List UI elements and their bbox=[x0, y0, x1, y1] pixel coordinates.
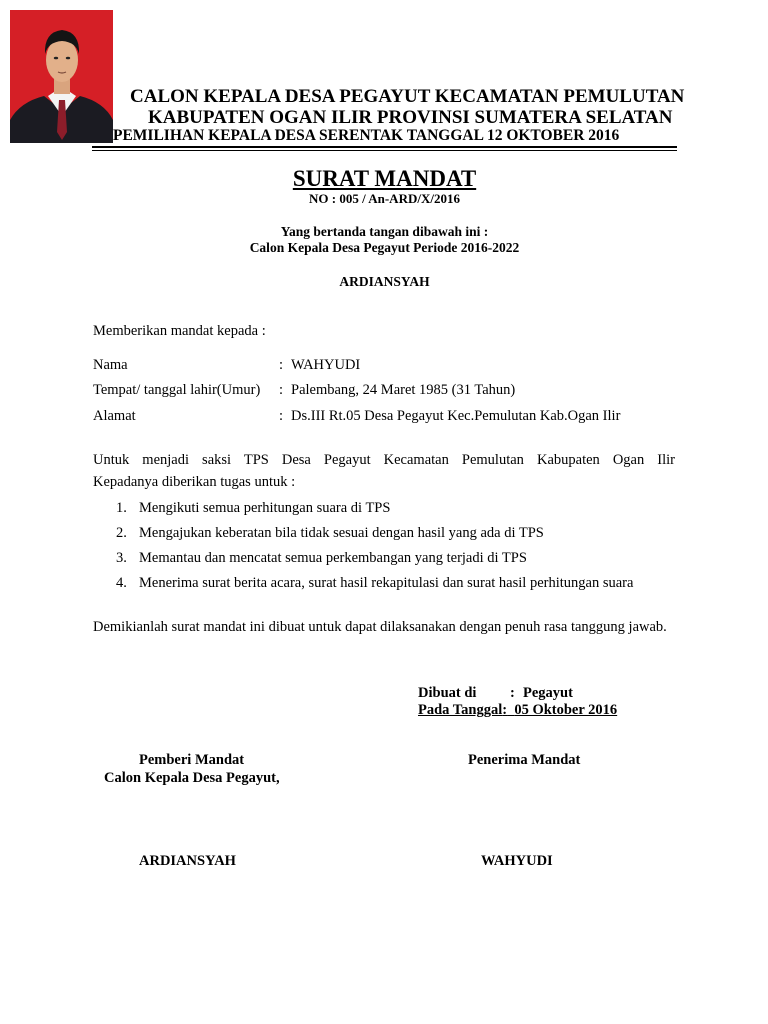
receiver-name: WAHYUDI bbox=[481, 853, 553, 869]
field-sep: : bbox=[279, 357, 284, 373]
date-line bbox=[418, 702, 634, 719]
mandate-label: Memberikan mandat kepada : bbox=[93, 323, 266, 339]
intro-name: ARDIANSYAH bbox=[339, 274, 430, 289]
giver-title: Pemberi Mandat bbox=[139, 752, 245, 768]
task-number: 4. bbox=[116, 575, 127, 591]
header-line-1: CALON KEPALA DESA PEGAYUT KECAMATAN PEMULUTAN bbox=[130, 86, 685, 107]
field-label-name: Nama bbox=[93, 357, 128, 373]
receiver-title: Penerima Mandat bbox=[468, 752, 581, 768]
candidate-photo bbox=[10, 10, 113, 143]
place-sep: : bbox=[510, 685, 515, 701]
field-value-address: Ds.III Rt.05 Desa Pegayut Kec.Pemulutan Kab.Ogan Ilir bbox=[291, 408, 621, 424]
intro-line-1: Yang bertanda tangan dibawah ini : bbox=[280, 224, 489, 239]
field-value-name: WAHYUDI bbox=[291, 357, 361, 373]
header-divider-thin bbox=[92, 150, 677, 151]
date-label: Pada Tanggal bbox=[418, 702, 503, 718]
date-sep: : bbox=[502, 702, 508, 718]
candidate-portrait-image bbox=[10, 10, 113, 143]
field-sep: : bbox=[279, 408, 284, 424]
task-item: Menerima surat berita acara, surat hasil rekapitulasi dan surat hasil perhitungan suara bbox=[139, 575, 634, 591]
date-value: 05 Oktober 2016 bbox=[514, 702, 618, 718]
purpose-paragraph: Untuk menjadi saksi TPS Desa Pegayut Kecamatan Pemulutan Kabupaten Ogan Ilir bbox=[93, 452, 675, 468]
document-number: NO : 005 / An-ARD/X/2016 bbox=[309, 191, 460, 206]
field-label-birth: Tempat/ tanggal lahir(Umur) bbox=[93, 382, 261, 398]
field-sep: : bbox=[279, 382, 284, 398]
giver-name: ARDIANSYAH bbox=[139, 853, 236, 869]
task-number: 3. bbox=[116, 550, 127, 566]
header-divider-thick bbox=[92, 146, 677, 148]
header-line-3: PEMILIHAN KEPALA DESA SERENTAK TANGGAL 12 OKTOBER 2016 bbox=[113, 127, 620, 144]
header-line-2: KABUPATEN OGAN ILIR PROVINSI SUMATERA SELATAN bbox=[148, 107, 673, 128]
task-item: Mengikuti semua perhitungan suara di TPS bbox=[139, 500, 391, 516]
field-value-birth: Palembang, 24 Maret 1985 (31 Tahun) bbox=[291, 382, 516, 398]
task-number: 1. bbox=[116, 500, 127, 516]
tasks-intro: Kepadanya diberikan tugas untuk : bbox=[93, 474, 296, 490]
place-value: Pegayut bbox=[523, 685, 573, 701]
field-label-address: Alamat bbox=[93, 408, 136, 424]
task-number: 2. bbox=[116, 525, 127, 541]
place-label: Dibuat di bbox=[418, 685, 477, 701]
closing-paragraph: Demikianlah surat mandat ini dibuat untuk dapat dilaksanakan dengan penuh rasa tanggung jawab. bbox=[93, 619, 667, 635]
task-item: Memantau dan mencatat semua perkembangan yang terjadi di TPS bbox=[139, 550, 527, 566]
task-item: Mengajukan keberatan bila tidak sesuai dengan hasil yang ada di TPS bbox=[139, 525, 544, 541]
giver-role: Calon Kepala Desa Pegayut, bbox=[104, 770, 280, 786]
document-title: SURAT MANDAT bbox=[292, 166, 477, 191]
intro-line-2: Calon Kepala Desa Pegayut Periode 2016-2022 bbox=[249, 240, 520, 255]
